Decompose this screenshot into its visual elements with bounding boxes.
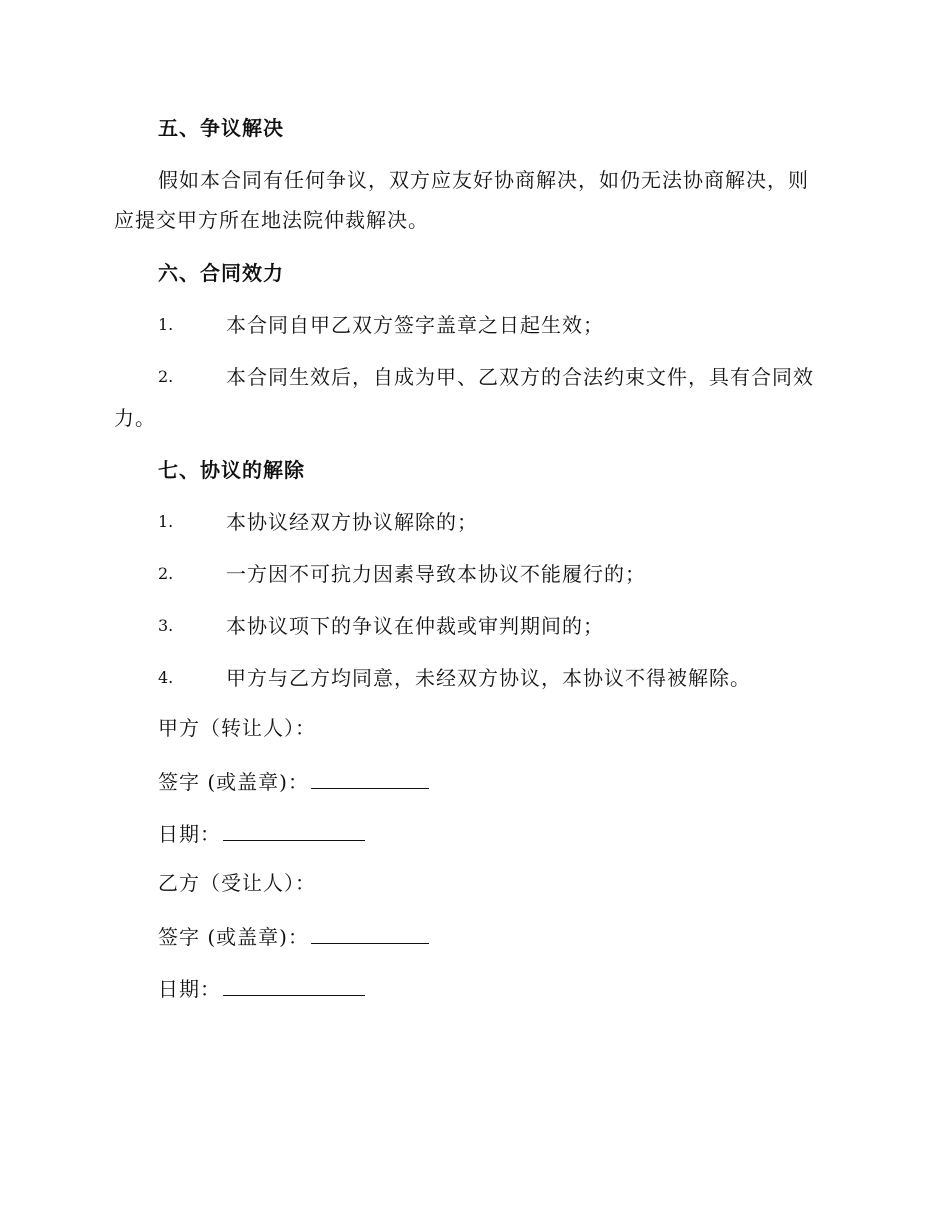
party-b-date-label: 日期：: [158, 977, 221, 1001]
party-a-sign-row: [158, 768, 429, 794]
section-7-title: 七、协议的解除: [158, 458, 305, 482]
party-a-label: 甲方（转让人）：: [158, 716, 316, 740]
section-5-body-line-2: 应提交甲方所在地法院仲裁解决。: [114, 208, 429, 232]
section-6-title: 六、合同效力: [158, 261, 284, 285]
section-5-body-line-1: 假如本合同有任何争议，双方应友好协商解决，如仍无法协商解决，则: [158, 168, 809, 192]
party-b-label: 乙方（受让人）：: [158, 871, 316, 895]
party-a-date-label: 日期：: [158, 822, 221, 846]
section-7-item-4-text: 甲方与乙方均同意，未经双方协议，本协议不得被解除。: [226, 666, 751, 690]
party-a-sign-field[interactable]: [311, 768, 429, 789]
party-a-date-row: [158, 820, 365, 846]
section-7-item-1-text: 本协议经双方协议解除的；: [226, 510, 478, 534]
section-6-item-1-number: 1.: [158, 315, 174, 334]
section-7-item-2-text: 一方因不可抗力因素导致本协议不能履行的；: [226, 562, 646, 586]
section-5-title: 五、争议解决: [158, 116, 284, 140]
party-b-sign-field[interactable]: [311, 923, 429, 944]
section-6-item-2-number: 2.: [158, 367, 174, 386]
section-6-item-1-text: 本合同自甲乙双方签字盖章之日起生效；: [226, 313, 604, 337]
section-6-item-2-continuation: 力。: [114, 406, 156, 430]
section-7-item-3-number: 3.: [158, 616, 174, 635]
party-b-date-field[interactable]: [223, 975, 365, 996]
party-b-sign-label: 签字 (或盖章)：: [158, 925, 309, 949]
section-7-item-2-number: 2.: [158, 564, 174, 583]
party-a-sign-label: 签字 (或盖章)：: [158, 770, 309, 794]
party-b-sign-row: [158, 923, 429, 949]
section-7-item-3-text: 本协议项下的争议在仲裁或审判期间的；: [226, 614, 604, 638]
section-7-item-1-number: 1.: [158, 512, 174, 531]
party-a-date-field[interactable]: [223, 820, 365, 841]
section-6-item-2-text: 本合同生效后，自成为甲、乙双方的合法约束文件，具有合同效: [226, 365, 814, 389]
section-7-item-4-number: 4.: [158, 668, 174, 687]
party-b-date-row: [158, 975, 365, 1001]
